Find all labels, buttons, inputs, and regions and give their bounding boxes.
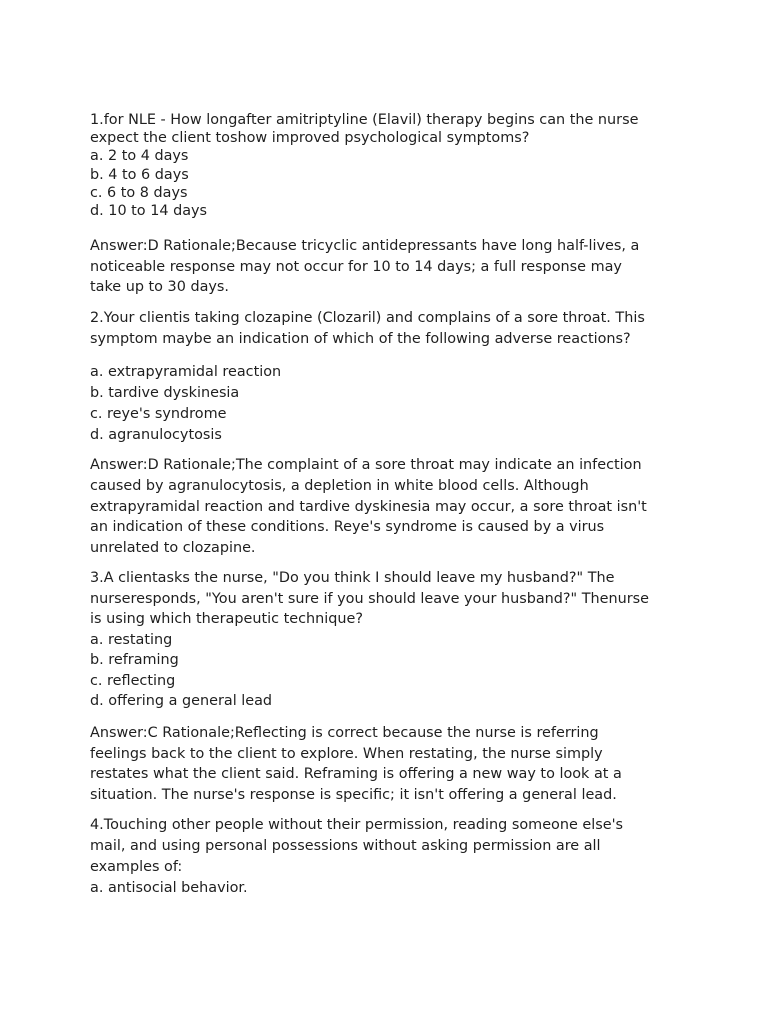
question-text: nurseresponds, "You aren't sure if you should leave your husband?" Thenurse [90,590,650,607]
question-text: symptom maybe an indication of which of the following adverse reactions? [90,330,631,347]
answer-option: d. agranulocytosis [90,426,222,443]
rationale-2 [90,455,690,558]
rationale-text: Answer:C Rationale;Reflecting is correct because the nurse is referring [90,724,599,741]
answer-option: a. restating [90,631,173,648]
answer-option: b. tardive dyskinesia [90,384,240,401]
rationale-text: caused by agranulocytosis, a depletion in white blood cells. Although [90,477,589,494]
rationale-text: take up to 30 days. [90,279,229,296]
question-text: 3.A clientasks the nurse, "Do you think I should leave my husband?" The [90,570,615,587]
answer-option: c. 6 to 8 days [90,184,188,201]
answer-option: d. offering a general lead [90,693,273,710]
question-text: expect the client toshow improved psychological symptoms? [90,130,530,147]
question-text: examples of: [90,859,183,876]
answer-option: a. antisocial behavior. [90,880,248,897]
question-3 [90,568,690,629]
rationale-text: extrapyramidal reaction and tardive dyskinesia may occur, a sore throat isn't [90,498,647,515]
answer-option: d. 10 to 14 days [90,203,208,220]
question-text: is using which therapeutic technique? [90,611,363,628]
answer-option: b. 4 to 6 days [90,166,189,183]
question-2-options [90,362,690,445]
question-text: 2.Your clientis taking clozapine (Clozaril) and complains of a sore throat. This [90,310,645,326]
question-text: mail, and using personal possessions without asking permission are all [90,838,601,855]
answer-option: b. reframing [90,652,179,669]
rationale-text: Answer:D Rationale;Because tricyclic antidepressants have long half-lives, a [90,238,640,255]
rationale-text: feelings back to the client to explore. When restating, the nurse simply [90,745,603,762]
question-3-options [90,630,690,712]
rationale-3 [90,723,690,805]
question-1 [90,111,690,220]
answer-option: a. extrapyramidal reaction [90,364,282,381]
document-page [90,111,690,899]
rationale-text: an indication of these conditions. Reye's syndrome is caused by a virus [90,519,605,536]
question-4 [90,815,690,899]
rationale-text: Answer:D Rationale;The complaint of a sore throat may indicate an infection [90,457,642,474]
answer-option: c. reflecting [90,672,176,689]
question-text: 1.for NLE - How longafter amitriptyline (Elavil) therapy begins can the nurse [90,112,639,128]
rationale-text: unrelated to clozapine. [90,539,256,556]
rationale-1 [90,236,690,298]
question-2 [90,308,690,349]
rationale-text: situation. The nurse's response is specific; it isn't offering a general lead. [90,786,617,803]
question-text: 4.Touching other people without their permission, reading someone else's [90,817,624,834]
answer-option: c. reye's syndrome [90,405,227,422]
rationale-text: restates what the client said. Reframing is offering a new way to look at a [90,766,622,783]
rationale-text: noticeable response may not occur for 10 to 14 days; a full response may [90,258,622,275]
answer-option: a. 2 to 4 days [90,148,189,165]
